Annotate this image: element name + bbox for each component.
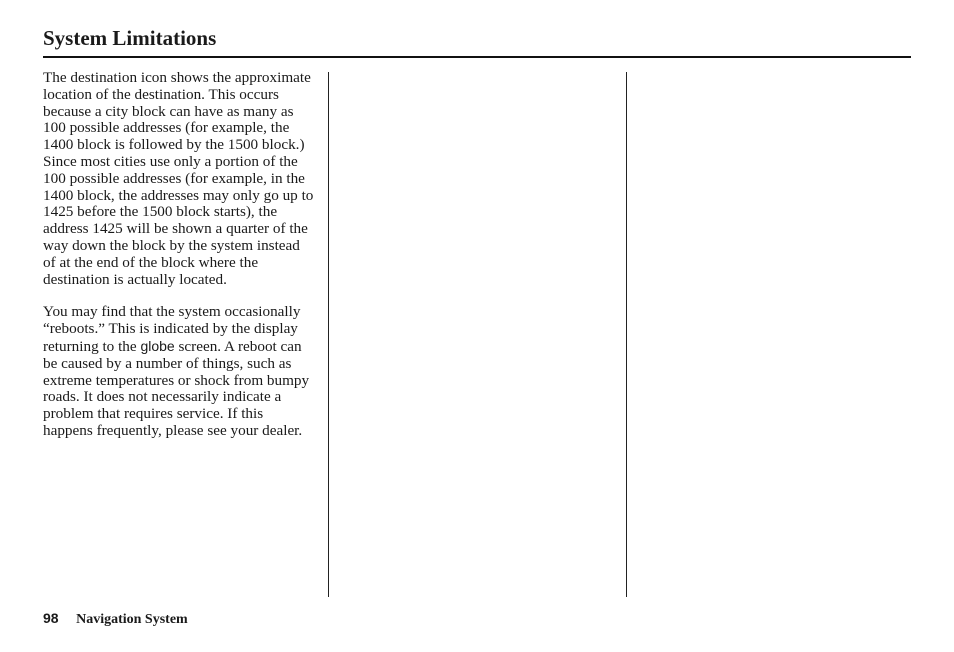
- column-divider-2: [626, 72, 627, 597]
- page-title: System Limitations: [43, 26, 217, 50]
- footer-section-title: Navigation System: [76, 612, 188, 627]
- paragraph-destination-icon: The destination icon shows the approximate location of the destination. This occurs because a city block can have as many as 100 possible addresses (for example, the 1400 block is followed by the 1500 block.) Since most cities use only a portion of the 100 possible addresses (for example, in the 1400 block, the addresses may only go up to 1425 before the 1500 block starts), the address 1425 will be shown a quarter of the way down the block by the system instead of at the end of the block where the destination is actually located.: [43, 69, 314, 288]
- page-footer: [43, 610, 188, 628]
- paragraph-reboots-text-2: screen. A reboot can be caused by a number of things, such as extreme temperatures or shock from bumpy roads. It does not necessarily indicate a problem that requires service. If this happens frequently, please see your dealer.: [43, 337, 310, 439]
- paragraph-reboots: [43, 304, 315, 439]
- paragraph-reboots-text-1: You may find that the system occasionally “reboots.” This is indicated by the display returning to the: [43, 303, 301, 355]
- column-divider-1: [328, 72, 329, 597]
- header-rule: [43, 56, 911, 58]
- globe-term: globe: [140, 337, 175, 354]
- text-column-1: [43, 70, 315, 456]
- page-number: 98: [43, 610, 59, 626]
